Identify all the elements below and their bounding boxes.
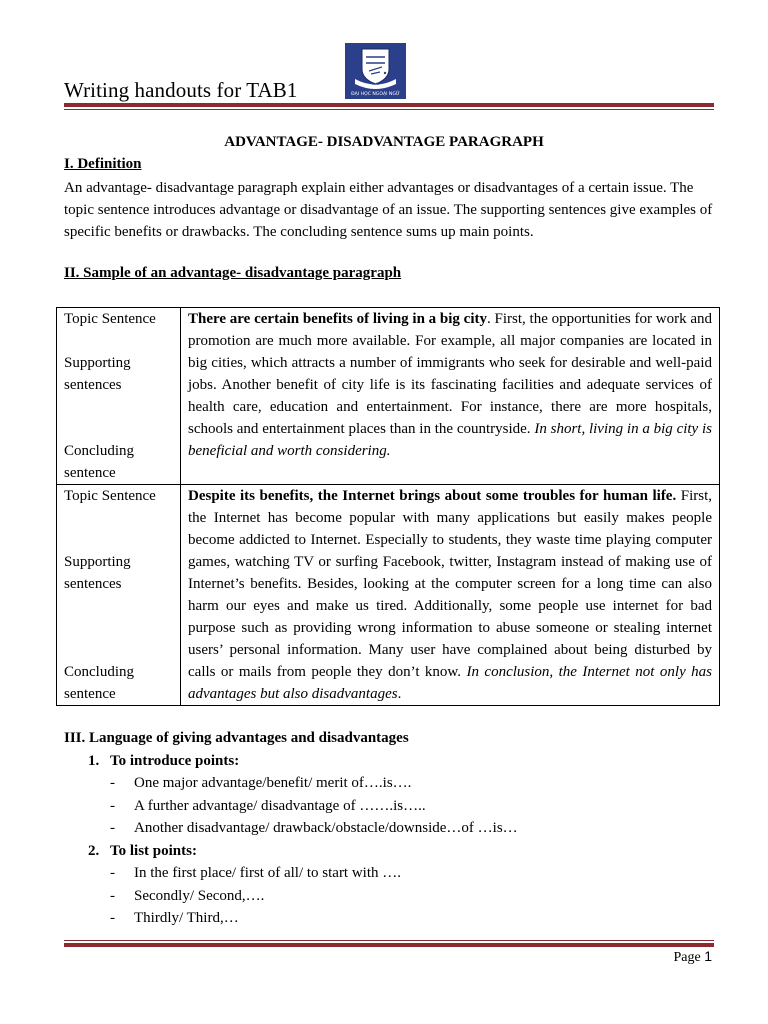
page-label: Page	[673, 950, 701, 965]
group-number: 1.	[88, 752, 100, 769]
page-number	[673, 948, 712, 966]
dash-bullet: -	[110, 775, 115, 791]
section3-heading: III. Language of giving advantages and disadvantages	[64, 730, 409, 746]
list-item-text: One major advantage/benefit/ merit of….is….	[134, 775, 412, 791]
header-rule	[64, 103, 714, 110]
list-item-text: A further advantage/ disadvantage of …….is…..	[134, 797, 426, 814]
list-item-text: Secondly/ Second,….	[134, 887, 265, 904]
list-item-text: In the first place/ first of all/ to start with ….	[134, 865, 402, 881]
sample-table	[56, 307, 720, 706]
page-title: ADVANTAGE- DISADVANTAGE PARAGRAPH	[224, 134, 544, 150]
label-topic: Topic Sentence	[64, 311, 156, 327]
group-title: To introduce points:	[110, 752, 240, 769]
topic-sentence: There are certain benefits of living in a big city	[188, 311, 488, 327]
university-logo	[345, 43, 406, 99]
section2-heading: II. Sample of an advantage- disadvantage paragraph	[64, 265, 402, 281]
topic-sentence: Despite its benefits, the Internet brings about some troubles for human life.	[188, 488, 677, 504]
group-number: 2.	[88, 842, 100, 859]
section1-heading: I. Definition	[64, 156, 142, 172]
dash-bullet: -	[110, 865, 115, 881]
group-title: To list points:	[110, 842, 197, 859]
label-cell	[57, 485, 181, 706]
concluding-period: .	[397, 686, 402, 702]
footer-rule	[64, 940, 714, 947]
list-item	[64, 862, 518, 885]
list-item	[64, 772, 518, 795]
table-row	[57, 485, 720, 706]
logo-sub-text: ULIS	[371, 82, 380, 86]
label-concluding: Concluding sentence	[64, 443, 134, 481]
concluding-sentence: In short, living in a big city is beneficial and worth considering.	[188, 421, 712, 459]
dash-bullet: -	[110, 910, 115, 926]
list-item	[64, 885, 518, 908]
label-cell	[57, 308, 181, 485]
header-title: Writing handouts for TAB1	[64, 78, 298, 102]
label-supporting: Supporting sentences	[64, 355, 131, 393]
definition-paragraph: An advantage- disadvantage paragraph explain either advantages or disadvantages of a certain issue. The topic sentence introduces advantage or disadvantage of an issue. The supporting sentences give examples of specific benefits or drawbacks. The concluding sentence sums up main points.	[64, 180, 713, 240]
list-group-heading	[64, 750, 518, 773]
concluding-sentence: In conclusion, the Internet not only has advantages but also disadvantages	[188, 664, 713, 702]
label-supporting: Supporting sentences	[64, 554, 131, 592]
list-group-heading	[64, 840, 518, 863]
dash-bullet: -	[110, 887, 115, 904]
list-item	[64, 817, 518, 840]
list-item-text: Thirdly/ Third,…	[134, 910, 239, 926]
dash-bullet: -	[110, 820, 115, 836]
page-number-value: 1	[704, 948, 712, 964]
list-item-text: Another disadvantage/ drawback/obstacle/downside…of …is…	[134, 820, 518, 836]
label-concluding: Concluding sentence	[64, 664, 134, 702]
language-list	[64, 727, 518, 930]
supporting-sentences: . First, the opportunities for work and promotion are much more available. For example, all major companies are located in big cities, which attracts a number of immigrants who seek for desirable and well-paid jobs. Another benefit of city life is its fascinating facilities and adequate services of health care, education and entertainment. For instance, there are more hospitals, schools and entertainment places than in the countryside.	[188, 311, 712, 437]
paragraph-cell	[181, 485, 720, 706]
list-item	[64, 907, 518, 930]
label-topic: Topic Sentence	[64, 488, 156, 504]
dash-bullet: -	[110, 797, 115, 814]
list-item	[64, 795, 518, 818]
table-row	[57, 308, 720, 485]
logo-caption: ĐẠI HỌC NGOẠI NGỮ	[351, 92, 400, 97]
paragraph-cell	[181, 308, 720, 485]
supporting-sentences: First, the Internet has become popular with many applications but easily makes people become addicted to Internet. Especially to students, they waste time playing computer games, watching TV or surfing Facebook, twitter, Instagram instead of making use of Internet’s benefits. Besides, looking at the computer screen for a long time can also harm our eyes and make us tired. Additionally, some people use internet for bad purpose such as providing wrong information to abuse someone or stealing internet users’ personal information. Many user have complained about being disturbed by calls or mails from people they don’t know.	[188, 488, 712, 680]
